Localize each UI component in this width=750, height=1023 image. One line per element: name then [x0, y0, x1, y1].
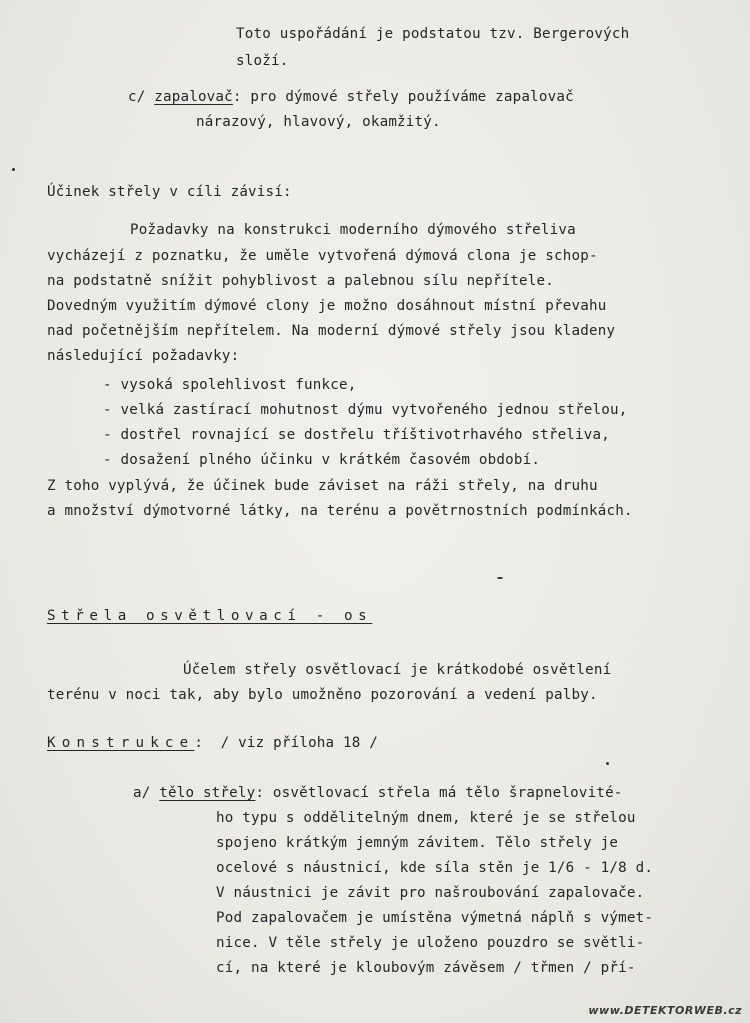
bullet-item: - dosažení plného účinku v krátkém časovém období. [103, 452, 541, 468]
scan-speck [12, 168, 15, 171]
scan-speck [606, 762, 609, 765]
item-a-continuation: V náustnici je závit pro našroubování zapalovače. [216, 885, 645, 901]
item-a-term: tělo střely [159, 785, 256, 801]
paragraph-line: vycházejí z poznatku, že uměle vytvořená dýmová clona je schop- [47, 248, 598, 264]
paragraph-line: složí. [236, 53, 289, 69]
paragraph-line: Z toho vyplývá, že účinek bude záviset na ráži střely, na druhu [47, 478, 598, 494]
item-a-continuation: Pod zapalovačem je umístěna výmetná náplň s výmet- [216, 910, 654, 926]
construction-line [47, 734, 378, 752]
item-c-prefix: c/ [128, 89, 155, 105]
item-c-term: zapalovač [154, 89, 233, 105]
construction-label: Konstrukce [47, 735, 195, 751]
item-a-continuation: spojeno krátkým jemným závitem. Tělo střely je [216, 835, 619, 851]
paragraph-line: následující požadavky: [47, 348, 240, 364]
bullet-item: - velká zastírací mohutnost dýmu vytvořeného jednou střelou, [103, 402, 628, 418]
item-c-line [128, 88, 574, 106]
paragraph-line: nad početnějším nepřítelem. Na moderní dýmové střely jsou kladeny [47, 323, 616, 339]
section-heading-effect: Účinek střely v cíli závisí: [47, 184, 292, 200]
item-c-rest: : pro dýmové střely používáme zapalovač [232, 89, 574, 105]
bullet-item: - vysoká spolehlivost funkce, [103, 377, 357, 393]
item-a-continuation: cí, na které je kloubovým závěsem / třmen / pří- [216, 960, 636, 976]
paragraph-line: Požadavky na konstrukci moderního dýmového střeliva [130, 222, 576, 238]
paragraph-line: Dovedným využitím dýmové clony je možno dosáhnout místní převahu [47, 298, 607, 314]
paragraph-line: na podstatně snížit pohyblivost a palebnou sílu nepřítele. [47, 273, 555, 289]
item-a-rest: : osvětlovací střela má tělo šrapnelovité- [255, 785, 623, 801]
item-a-continuation: ho typu s oddělitelným dnem, které je se střelou [216, 810, 636, 826]
item-a-continuation: nice. V těle střely je uloženo pouzdro se světli- [216, 935, 645, 951]
section-heading-illumination: Střela osvětlovací - os [47, 608, 373, 624]
paragraph-line: a množství dýmotvorné látky, na terénu a povětrnostních podmínkách. [47, 503, 633, 519]
item-c-line2: nárazový, hlavový, okamžitý. [196, 114, 441, 130]
bullet-item: - dostřel rovnající se dostřelu tříštivotrhavého střeliva, [103, 427, 611, 443]
watermark: www.DETEKTORWEB.cz [588, 1004, 742, 1017]
paragraph-line: Toto uspořádání je podstatou tzv. Bergerových [236, 26, 630, 42]
paragraph-line: Účelem střely osvětlovací je krátkodobé osvětlení [183, 662, 612, 678]
paragraph-line: terénu v noci tak, aby bylo umožněno pozorování a vedení palby. [47, 687, 598, 703]
scan-speck [497, 577, 503, 579]
item-a-continuation: ocelové s náustnicí, kde síla stěn je 1/6 - 1/8 d. [216, 860, 654, 876]
item-a-line [133, 784, 623, 802]
item-a-prefix: a/ [133, 785, 160, 801]
construction-reference: : / viz příloha 18 / [194, 735, 378, 751]
